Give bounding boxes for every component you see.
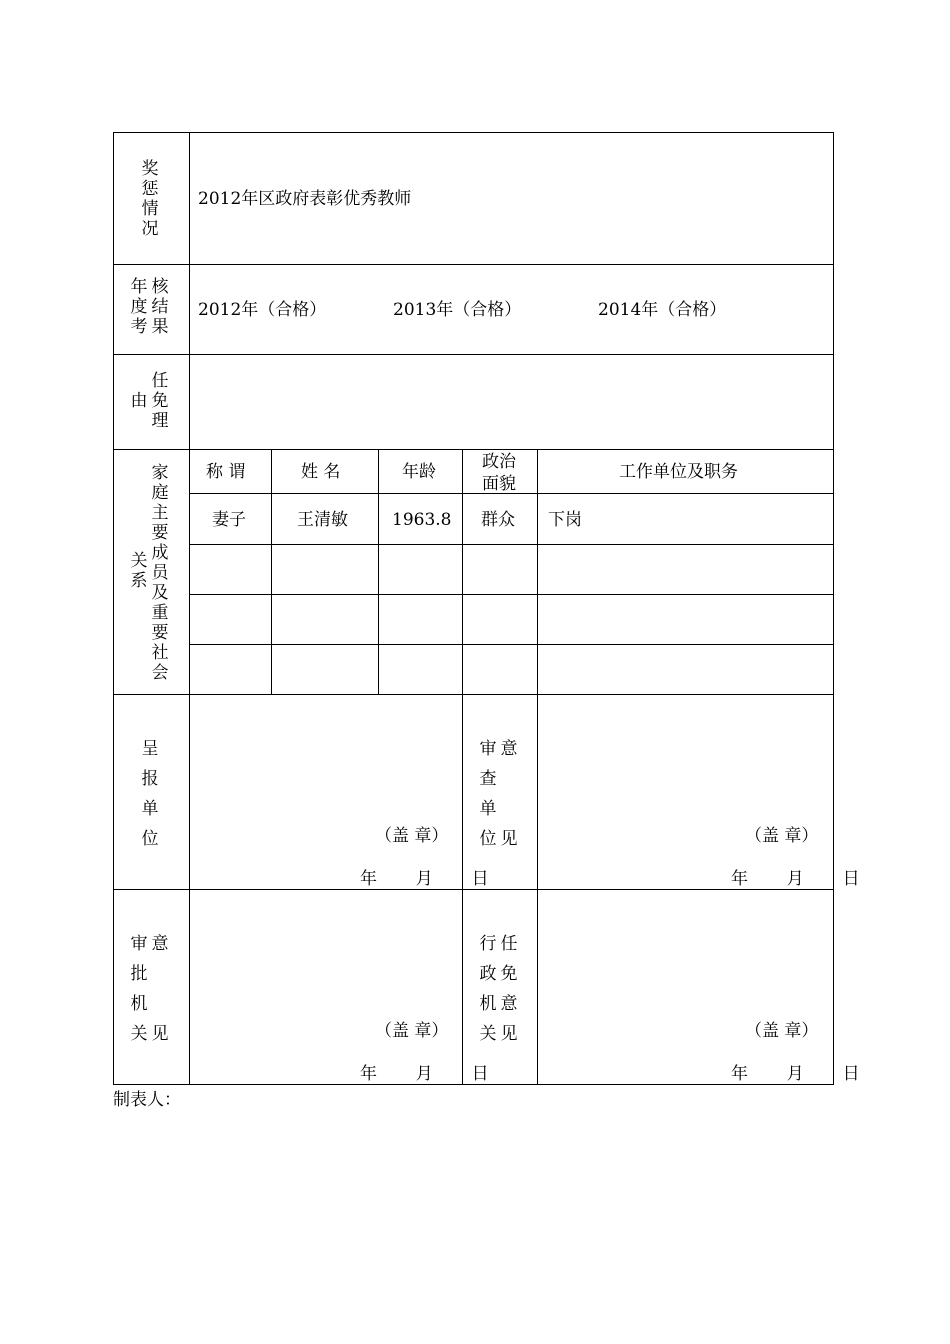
header-politics-line2: 面貌 — [482, 474, 516, 494]
review-unit-seal: （盖 章） — [745, 826, 819, 846]
review-unit-label-col1: 审 查 单 位 — [479, 739, 497, 849]
submitting-unit-seal: （盖 章） — [375, 826, 449, 846]
row-name: 王清敏 — [297, 510, 348, 530]
assessment-2012: 2012年（合格） — [198, 300, 327, 320]
admin-appointment-label-col1: 行 政 机 关 — [479, 934, 497, 1044]
header-politics-line1: 政治 — [482, 452, 516, 472]
admin-appointment-date: 年 月 日 — [731, 1064, 860, 1084]
header-name: 姓 名 — [301, 462, 341, 482]
submitting-unit-date: 年 月 日 — [360, 869, 489, 889]
header-work: 工作单位及职务 — [619, 462, 738, 482]
approval-seal: （盖 章） — [375, 1021, 449, 1041]
admin-appointment-seal: （盖 章） — [745, 1021, 819, 1041]
rewards-label: 奖 惩 情 况 — [141, 159, 159, 239]
review-unit-label-col2: 意 见 — [500, 739, 518, 849]
admin-appointment-label-col2: 任 免 意 见 — [500, 934, 518, 1044]
family-label-col1: 关 系 — [130, 551, 148, 591]
header-relation: 称 谓 — [206, 462, 246, 482]
rewards-content: 2012年区政府表彰优秀教师 — [198, 189, 412, 209]
approval-label-col2: 意 见 — [151, 934, 169, 1044]
review-unit-date: 年 月 日 — [731, 869, 860, 889]
family-label-col2: 家 庭 主 要 成 员 及 重 要 社 会 — [151, 463, 169, 683]
row-age: 1963.8 — [392, 510, 452, 530]
approval-label-col1: 审 批 机 关 — [130, 934, 148, 1044]
appointment-label-col2: 任 免 理 — [151, 371, 169, 431]
header-age: 年龄 — [402, 462, 436, 482]
assessment-label-left: 年 度 考 — [130, 277, 148, 337]
row-relation: 妻子 — [212, 510, 246, 530]
preparer-label: 制表人： — [113, 1090, 181, 1110]
appointment-label-col1: 由 — [130, 391, 148, 411]
submitting-unit-label: 呈 报 单 位 — [141, 739, 159, 849]
assessment-2013: 2013年（合格） — [393, 300, 522, 320]
row-politics: 群众 — [481, 510, 515, 530]
assessment-label-right: 核 结 果 — [151, 277, 169, 337]
approval-date: 年 月 日 — [360, 1064, 489, 1084]
assessment-2014: 2014年（合格） — [598, 300, 727, 320]
row-work: 下岗 — [548, 510, 582, 530]
